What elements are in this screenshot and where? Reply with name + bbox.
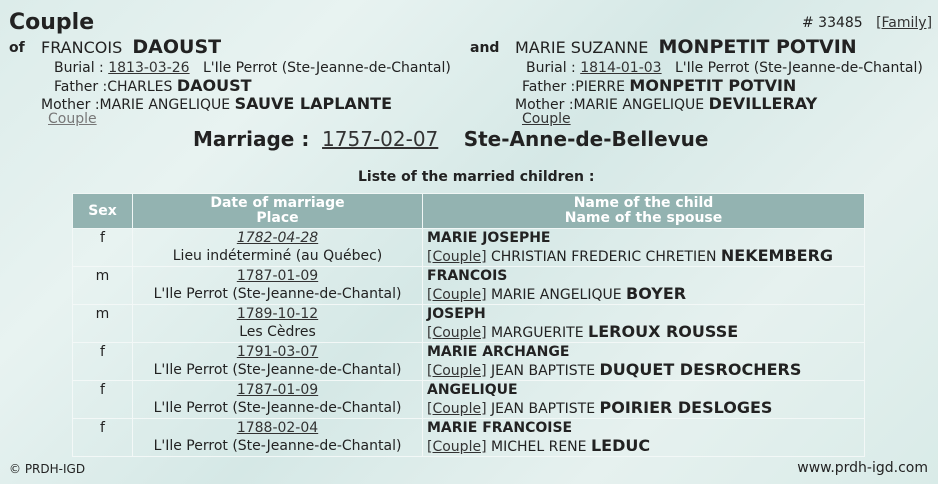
- col-sex: Sex: [73, 194, 133, 229]
- spouse-last: BOYER: [626, 284, 687, 303]
- child-name: MARIE FRANCOISE: [427, 420, 573, 436]
- marriage-place: Ste-Anne-de-Bellevue: [463, 127, 709, 151]
- table-row: [73, 267, 865, 305]
- child-cell: [423, 419, 865, 457]
- copyright: © PRDH-IGD: [9, 462, 86, 476]
- wife-burial-place: L'Ile Perrot (Ste-Jeanne-de-Chantal): [674, 60, 923, 76]
- couple-link[interactable]: [Couple]: [427, 325, 487, 341]
- couple-link[interactable]: [Couple]: [427, 439, 487, 455]
- spouse-first: JEAN BAPTISTE: [490, 363, 596, 379]
- site-url[interactable]: www.prdh-igd.com: [797, 460, 928, 476]
- marriage-label: Marriage :: [193, 127, 310, 151]
- marriage-place: L'Ile Perrot (Ste-Jeanne-de-Chantal): [153, 286, 402, 302]
- wife-first-name: MARIE SUZANNE: [515, 38, 649, 57]
- marriage-date[interactable]: 1757-02-07: [322, 127, 439, 151]
- col-spouse: Name of the spouse: [564, 210, 723, 226]
- marriage-date-link[interactable]: 1787-01-09: [236, 268, 319, 284]
- table-row: [73, 343, 865, 381]
- husband-couple-link[interactable]: Couple: [48, 111, 97, 127]
- marriage-place: Lieu indéterminé (au Québec): [172, 248, 383, 264]
- child-cell: [423, 343, 865, 381]
- husband-burial: [54, 60, 451, 76]
- child-cell: [423, 305, 865, 343]
- marriage-place: L'Ile Perrot (Ste-Jeanne-de-Chantal): [153, 400, 402, 416]
- child-sex: f: [73, 381, 133, 419]
- spouse-last: POIRIER DESLOGES: [599, 398, 773, 417]
- table-row: [73, 419, 865, 457]
- husband-father-first: CHARLES: [107, 79, 173, 95]
- col-child: Name of the child: [573, 195, 714, 211]
- husband-burial-date[interactable]: 1813-03-26: [108, 60, 190, 76]
- child-name: ANGELIQUE: [427, 382, 518, 398]
- date-place-cell: [133, 267, 423, 305]
- marriage-place: Les Cèdres: [239, 324, 316, 340]
- husband-mother-last: SAUVE LAPLANTE: [234, 94, 392, 113]
- couple-link[interactable]: [Couple]: [427, 287, 487, 303]
- wife-burial-date[interactable]: 1814-01-03: [580, 60, 662, 76]
- wife-mother-first: MARIE ANGELIQUE: [573, 97, 705, 113]
- burial-label: Burial :: [526, 60, 576, 76]
- spouse-line: [427, 437, 860, 456]
- spouse-first: CHRISTIAN FREDERIC CHRETIEN: [490, 249, 717, 265]
- child-sex: f: [73, 419, 133, 457]
- husband-father: [54, 76, 252, 95]
- wife-name: [515, 36, 857, 58]
- couple-link[interactable]: [Couple]: [427, 401, 487, 417]
- col-date-place: [133, 194, 423, 229]
- burial-label: Burial :: [54, 60, 104, 76]
- and-label: and: [470, 40, 500, 56]
- col-date: Date of marriage: [210, 195, 345, 211]
- husband-father-last: DAOUST: [176, 76, 252, 95]
- husband-burial-place: L'Ile Perrot (Ste-Jeanne-de-Chantal): [202, 60, 451, 76]
- father-label: Father :: [522, 79, 576, 95]
- date-place-cell: [133, 381, 423, 419]
- spouse-first: MARGUERITE: [490, 325, 584, 341]
- marriage-date-link[interactable]: 1787-01-09: [236, 382, 319, 398]
- table-row: [73, 381, 865, 419]
- date-place-cell: [133, 229, 423, 267]
- marriage-date-link[interactable]: 1788-02-04: [236, 420, 319, 436]
- table-row: [73, 229, 865, 267]
- table-row: [73, 305, 865, 343]
- spouse-last: LEDUC: [590, 436, 651, 455]
- couple-link[interactable]: [Couple]: [427, 249, 487, 265]
- husband-mother-first: MARIE ANGELIQUE: [99, 97, 231, 113]
- spouse-last: LEROUX ROUSSE: [588, 322, 739, 341]
- marriage-place: L'Ile Perrot (Ste-Jeanne-de-Chantal): [153, 362, 402, 378]
- child-sex: f: [73, 229, 133, 267]
- record-id: [802, 15, 932, 31]
- date-place-cell: [133, 419, 423, 457]
- child-sex: m: [73, 305, 133, 343]
- wife-father: [522, 76, 796, 95]
- wife-mother-last: DEVILLERAY: [708, 94, 818, 113]
- child-name: JOSEPH: [427, 306, 486, 322]
- child-cell: [423, 267, 865, 305]
- marriage-date-link[interactable]: 1791-03-07: [236, 344, 319, 360]
- table-header-row: [73, 194, 865, 229]
- marriage-place: L'Ile Perrot (Ste-Jeanne-de-Chantal): [153, 438, 402, 454]
- of-label: of: [9, 40, 25, 56]
- family-link[interactable]: [Family]: [876, 15, 933, 31]
- child-sex: m: [73, 267, 133, 305]
- spouse-line: [427, 285, 860, 304]
- wife-father-last: MONPETIT POTVIN: [629, 76, 797, 95]
- marriage-line: [193, 127, 708, 151]
- spouse-first: MARIE ANGELIQUE: [490, 287, 622, 303]
- date-place-cell: [133, 343, 423, 381]
- child-cell: [423, 381, 865, 419]
- spouse-last: DUQUET DESROCHERS: [599, 360, 802, 379]
- children-table: [72, 193, 865, 457]
- spouse-first: MICHEL RENE: [490, 439, 587, 455]
- wife-father-first: PIERRE: [575, 79, 625, 95]
- col-place: Place: [256, 210, 299, 226]
- child-name: MARIE JOSEPHE: [427, 230, 551, 246]
- child-name: FRANCOIS: [427, 268, 508, 284]
- spouse-last: NEKEMBERG: [720, 246, 834, 265]
- husband-first-name: FRANCOIS: [41, 38, 123, 57]
- spouse-line: [427, 323, 860, 342]
- wife-last-name: MONPETIT POTVIN: [658, 36, 857, 58]
- record-number: # 33485: [802, 15, 863, 31]
- children-body: [73, 229, 865, 457]
- husband-last-name: DAOUST: [132, 36, 222, 58]
- wife-burial: [526, 60, 923, 76]
- mother-label: Mother :: [515, 97, 574, 113]
- marriage-date-link[interactable]: 1782-04-28: [236, 230, 319, 246]
- spouse-line: [427, 247, 860, 266]
- child-sex: f: [73, 343, 133, 381]
- date-place-cell: [133, 305, 423, 343]
- couple-link[interactable]: [Couple]: [427, 363, 487, 379]
- col-child-spouse: [423, 194, 865, 229]
- page-title: Couple: [9, 10, 95, 35]
- child-cell: [423, 229, 865, 267]
- children-title: Liste of the married children :: [358, 169, 595, 185]
- spouse-line: [427, 399, 860, 418]
- mother-label: Mother :: [41, 97, 100, 113]
- child-name: MARIE ARCHANGE: [427, 344, 570, 360]
- father-label: Father :: [54, 79, 108, 95]
- spouse-line: [427, 361, 860, 380]
- spouse-first: JEAN BAPTISTE: [490, 401, 596, 417]
- wife-couple-link[interactable]: Couple: [522, 111, 571, 127]
- marriage-date-link[interactable]: 1789-10-12: [236, 306, 319, 322]
- husband-name: [41, 36, 221, 58]
